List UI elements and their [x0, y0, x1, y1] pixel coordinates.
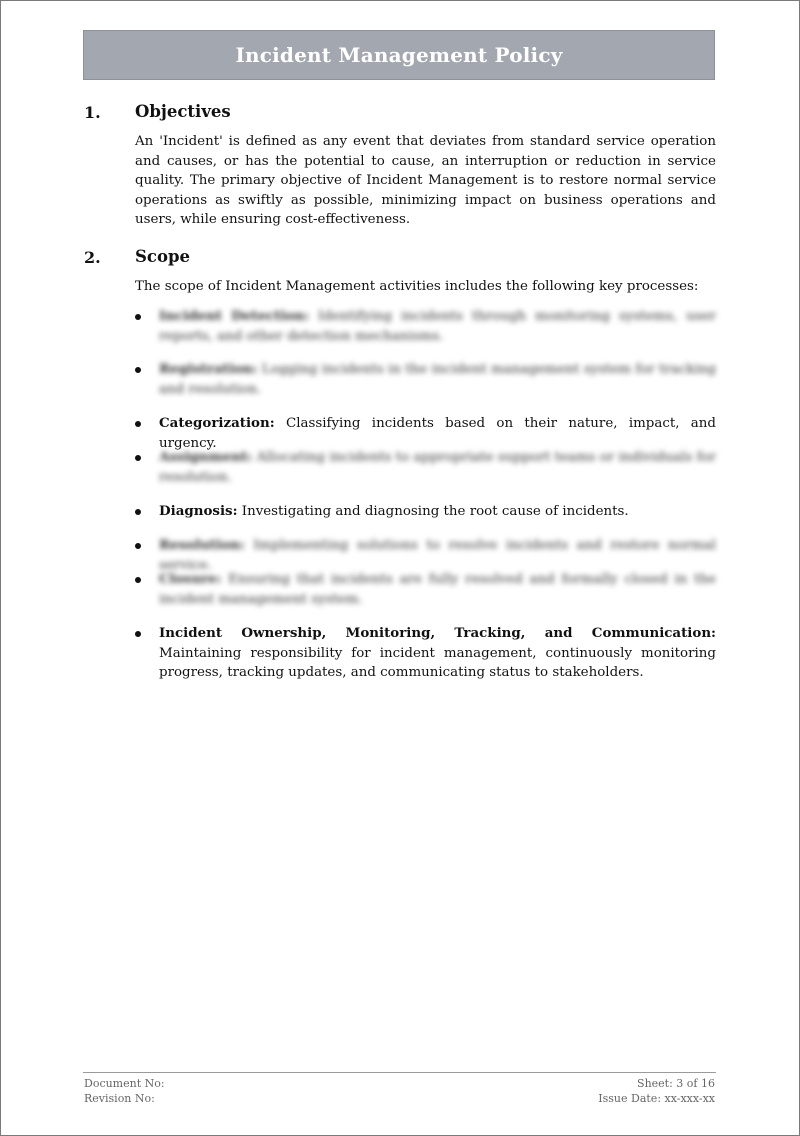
document-title: Incident Management Policy	[235, 43, 563, 67]
bullet-icon	[135, 509, 141, 515]
objectives-paragraph: An 'Incident' is defined as any event that deviates from standard service operation and causes, or has the potential to cause, an interruption or reduction in service quality. The primary objective of Incident Management is to restore normal service operations as swiftly as possible, minimizing impact on business operations and users, while ensuring cost-effectiveness.	[135, 134, 716, 228]
scope-item-text: Incident Detection: Identifying incidents through monitoring systems, user reports, and other detection mechanisms.	[159, 308, 716, 344]
bullet-icon	[135, 421, 141, 427]
scope-item-text: Incident Ownership, Monitoring, Tracking, and Communication: Maintaining responsibility for incident management, continuously monitoring progress, tracking updates, and communicating status to stakeholders.	[159, 625, 716, 681]
footer-divider	[83, 1072, 716, 1073]
scope-item-text: Resolution: Implementing solutions to resolve incidents and restore normal service.	[159, 537, 716, 573]
revision-number-label: Revision No:	[84, 1092, 155, 1105]
scope-item-text: Assignment: Allocating incidents to appropriate support teams or individuals for resolution.	[159, 449, 716, 485]
bullet-icon	[135, 577, 141, 583]
section-2-heading: Scope	[135, 247, 191, 266]
bullet-icon	[135, 314, 141, 320]
section-2-number: 2.	[84, 248, 101, 267]
footer-left	[84, 1076, 165, 1106]
section-1-number: 1.	[84, 103, 101, 122]
title-banner	[83, 30, 715, 80]
bullet-icon	[135, 631, 141, 637]
scope-item-text: Diagnosis: Investigating and diagnosing the root cause of incidents.	[159, 503, 629, 519]
scope-item-text: Categorization: Classifying incidents based on their nature, impact, and urgency.	[159, 415, 716, 451]
document-number-label: Document No:	[84, 1077, 165, 1090]
scope-item-text: Registration: Logging incidents in the incident management system for tracking and resolution.	[159, 361, 716, 397]
footer-right	[598, 1076, 715, 1106]
issue-date: Issue Date: xx-xxx-xx	[598, 1092, 715, 1105]
scope-intro: The scope of Incident Management activities includes the following key processes:	[135, 279, 699, 294]
bullet-icon	[135, 455, 141, 461]
scope-item-text: Closure: Ensuring that incidents are fully resolved and formally closed in the incident management system.	[159, 571, 716, 607]
bullet-icon	[135, 367, 141, 373]
sheet-number: Sheet: 3 of 16	[637, 1077, 715, 1090]
section-1-heading: Objectives	[135, 102, 231, 121]
bullet-icon	[135, 543, 141, 549]
